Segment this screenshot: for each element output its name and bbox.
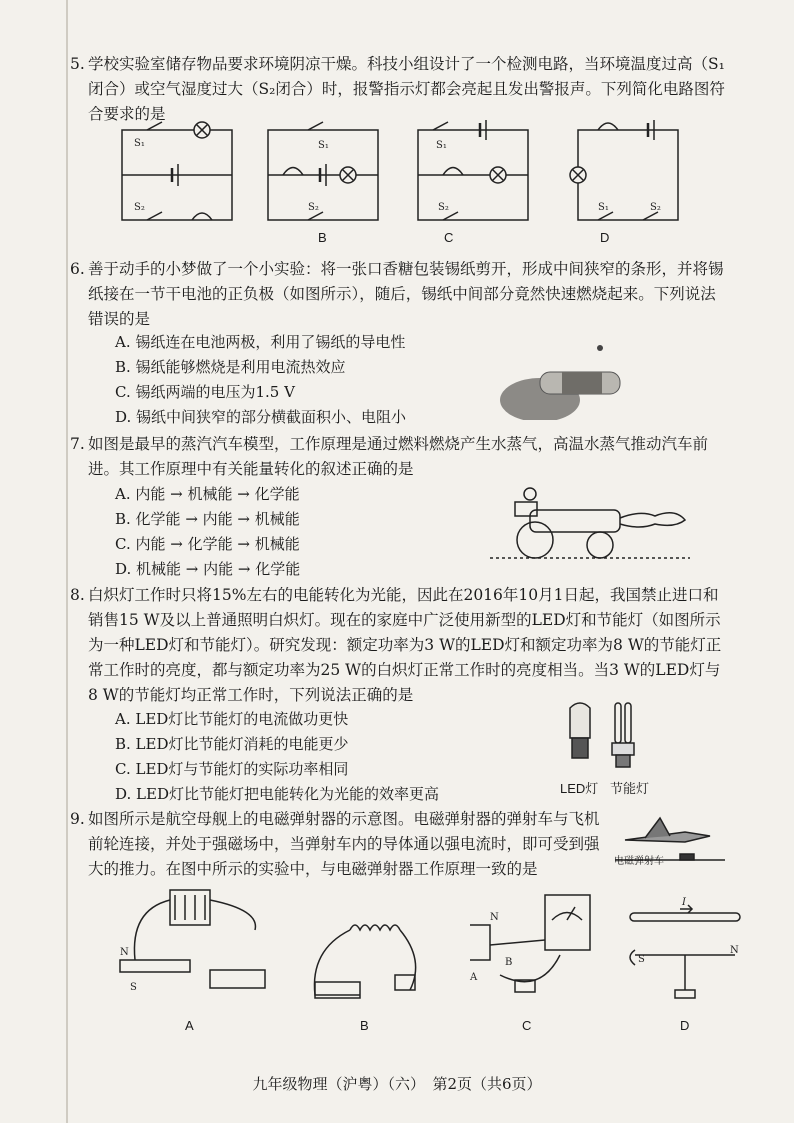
svg-text:N: N bbox=[490, 912, 499, 923]
q6-option-c[interactable]: C. 锡纸两端的电压为1.5 V bbox=[115, 383, 295, 401]
question-9: 9. 如图所示是航空母舰上的电磁弹射器的示意图。电磁弹射器的弹射车与飞机前轮连接，并处于强磁场中，当弹射车内的导体通以强电流时，即可受到强大的推力。在图中所示的实验中，与电磁弹射器工作原理一致的是 bbox=[88, 807, 608, 882]
question-8: 8. 白炽灯工作时只将15%左右的电能转化为光能，因此在2016年10月1日起，我国禁止进口和销售15 W及以上普通照明白炽灯。现在的家庭中广泛使用新型的LED灯和节能灯（如图所示为一种LED灯和节能灯）。研究发现：额定功率为3 W的LED灯和额定功率为8 W的节能灯正常工作时的亮度，都与额定功率为25 W的白炽灯正常工作时的亮度相当。当3 W的LED灯与8 W的节能灯均正常工作时，下列说法正确的是 bbox=[88, 583, 728, 708]
question-stem: 如图所示是航空母舰上的电磁弹射器的示意图。电磁弹射器的弹射车与飞机前轮连接，并处于强磁场中，当弹射车内的导体通以强电流时，即可受到强大的推力。在图中所示的实验中，与电磁弹射器工作原理一致的是 bbox=[88, 810, 600, 878]
svg-text:S₁: S₁ bbox=[436, 140, 447, 151]
circuit-b-label: B bbox=[318, 230, 327, 245]
q7-option-a[interactable]: A. 内能 → 机械能 → 化学能 bbox=[115, 485, 300, 503]
circuit-b-diagram bbox=[258, 120, 388, 230]
svg-text:I: I bbox=[682, 897, 686, 908]
experiment-a-label: A bbox=[185, 1018, 194, 1033]
q7-option-b[interactable]: B. 化学能 → 内能 → 机械能 bbox=[115, 510, 300, 528]
q7-option-c[interactable]: C. 内能 → 化学能 → 机械能 bbox=[115, 535, 300, 553]
s1-label: S₁ bbox=[134, 138, 145, 149]
q8-option-d[interactable]: D. LED灯比节能灯把电能转化为光能的效率更高 bbox=[115, 785, 439, 803]
question-6: 6. 善于动手的小梦做了一个小实验：将一张口香糖包装锡纸剪开，形成中间狭窄的条形，并将锡纸接在一节干电池的正负极（如图所示），随后，锡纸中间部分竟然快速燃烧起来。下列说法错误的是 bbox=[88, 257, 728, 332]
svg-text:S₂: S₂ bbox=[438, 202, 449, 213]
circuit-d-diagram bbox=[558, 120, 688, 230]
q6-option-b[interactable]: B. 锡纸能够燃烧是利用电流热效应 bbox=[115, 358, 346, 376]
led-and-cfl-bulbs-photo bbox=[560, 698, 660, 778]
experiment-b-label: B bbox=[360, 1018, 369, 1033]
experiment-d-diagram bbox=[620, 895, 750, 1025]
svg-text:S: S bbox=[130, 982, 137, 993]
experiment-d-label: D bbox=[680, 1018, 690, 1033]
tin-foil-battery-photo bbox=[500, 330, 650, 420]
q6-option-a[interactable]: A. 锡纸连在电池两极，利用了锡纸的导电性 bbox=[115, 333, 406, 351]
svg-text:B: B bbox=[505, 957, 513, 968]
svg-text:S₂: S₂ bbox=[650, 202, 661, 213]
svg-text:N: N bbox=[120, 947, 129, 958]
q8-option-a[interactable]: A. LED灯比节能灯的电流做功更快 bbox=[115, 710, 349, 728]
circuit-a-diagram bbox=[112, 120, 242, 230]
binding-margin bbox=[66, 0, 68, 1123]
experiment-b-diagram bbox=[300, 920, 430, 1010]
question-stem: 善于动手的小梦做了一个小实验：将一张口香糖包装锡纸剪开，形成中间狭窄的条形，并将锡纸接在一节干电池的正负极（如图所示），随后，锡纸中间部分竟然快速燃烧起来。下列说法错误的是 bbox=[88, 260, 724, 328]
circuit-c-diagram bbox=[408, 120, 538, 230]
circuit-c-label: C bbox=[444, 230, 454, 245]
led-label: LED灯 bbox=[560, 781, 599, 796]
question-stem: 学校实验室储存物品要求环境阴凉干燥。科技小组设计了一个检测电路，当环境温度过高（S₁闭合）或空气湿度过大（S₂闭合）时，报警指示灯都会亮起且发出警报声。下列简化电路图符合要求的是 bbox=[88, 55, 725, 123]
s2-label: S₂ bbox=[134, 202, 145, 213]
page-footer: 九年级物理（沪粤）（六） 第2页（共6页） bbox=[252, 1075, 542, 1093]
question-number: 5. bbox=[70, 55, 85, 73]
question-5 bbox=[70, 52, 728, 127]
svg-text:S: S bbox=[638, 954, 645, 965]
experiment-a-diagram bbox=[110, 880, 280, 1000]
steam-car-illustration bbox=[490, 480, 690, 570]
q7-option-d[interactable]: D. 机械能 → 内能 → 化学能 bbox=[115, 560, 301, 578]
svg-text:S₁: S₁ bbox=[598, 202, 609, 213]
q6-option-d[interactable]: D. 锡纸中间狭窄的部分横截面积小、电阻小 bbox=[115, 408, 407, 426]
cfl-label: 节能灯 bbox=[610, 781, 650, 796]
question-7: 7. 如图是最早的蒸汽汽车模型，工作原理是通过燃料燃烧产生水蒸气，高温水蒸气推动汽车前进。其工作原理中有关能量转化的叙述正确的是 bbox=[88, 432, 728, 482]
svg-text:N: N bbox=[730, 945, 739, 956]
q8-option-b[interactable]: B. LED灯比节能灯消耗的电能更少 bbox=[115, 735, 349, 753]
question-stem: 白炽灯工作时只将15%左右的电能转化为光能，因此在2016年10月1日起，我国禁止进口和销售15 W及以上普通照明白炽灯。现在的家庭中广泛使用新型的LED灯和节能灯（如图所示为一种LED灯和节能灯）。研究发现：额定功率为3 W的LED灯和额定功率为8 W的节能灯正常工作时的亮度，都与额定功率为25 W的白炽灯正常工作时的亮度相当。当3 W的LED灯与8 W的节能灯均正常工作时，下列说法正确的是 bbox=[88, 586, 722, 704]
svg-text:S₁: S₁ bbox=[318, 140, 329, 151]
experiment-c-diagram bbox=[460, 885, 610, 1005]
svg-text:A: A bbox=[470, 972, 478, 983]
question-stem: 如图是最早的蒸汽汽车模型，工作原理是通过燃料燃烧产生水蒸气，高温水蒸气推动汽车前进。其工作原理中有关能量转化的叙述正确的是 bbox=[88, 435, 709, 478]
experiment-c-label: C bbox=[522, 1018, 532, 1033]
circuit-d-label: D bbox=[600, 230, 610, 245]
svg-text:S₂: S₂ bbox=[308, 202, 319, 213]
q8-option-c[interactable]: C. LED灯与节能灯的实际功率相同 bbox=[115, 760, 349, 778]
catapult-label: 电磁弹射车 bbox=[614, 856, 664, 867]
